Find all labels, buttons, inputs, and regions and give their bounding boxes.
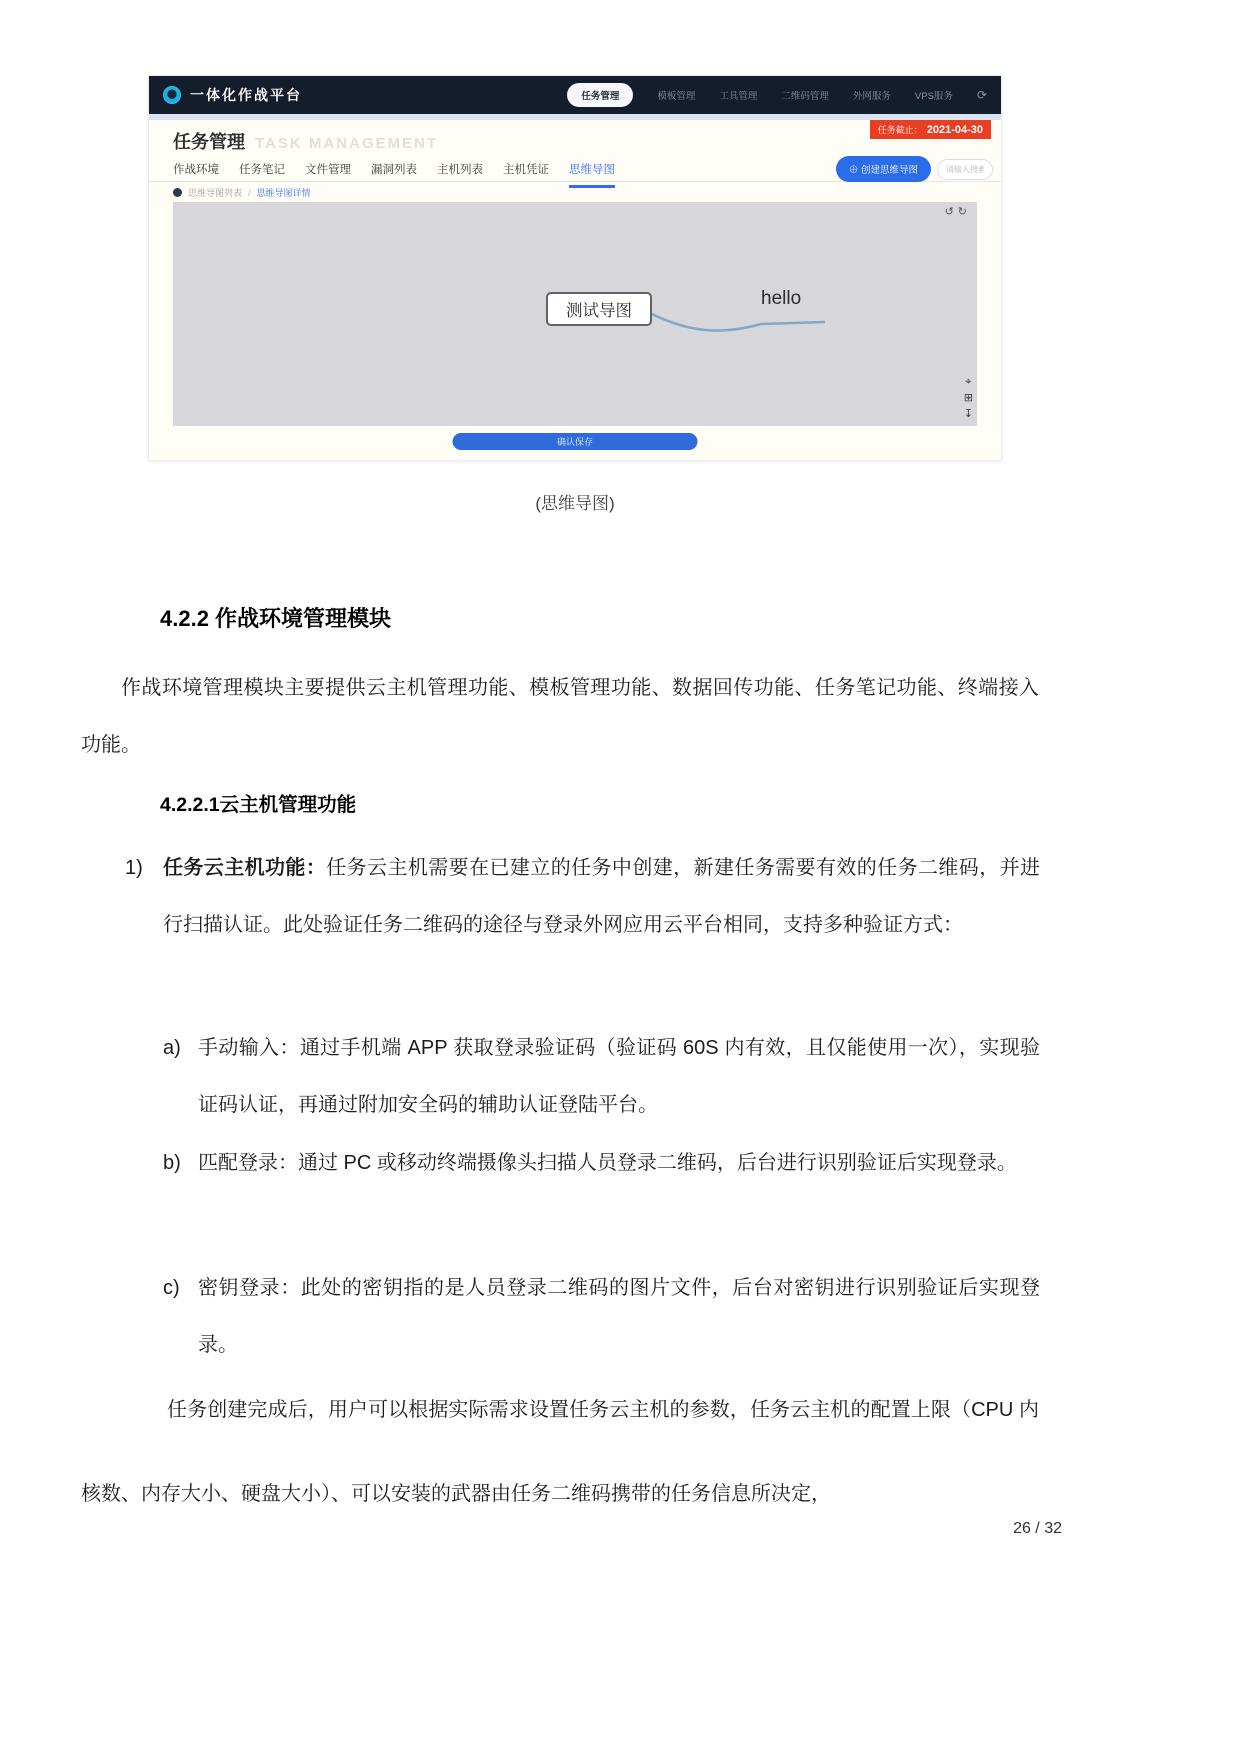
page-title: 任务管理: [173, 132, 245, 152]
nav-item-template-management[interactable]: 模板管理: [657, 91, 696, 102]
list-item-c-text: 密钥登录：此处的密钥指的是人员登录二维码的图片文件，后台对密钥进行识别验证后实现登录。: [198, 1277, 1040, 1356]
nav-item-task-management[interactable]: 任务管理: [567, 83, 633, 107]
mindmap-canvas[interactable]: [173, 202, 977, 426]
fit-view-icon[interactable]: ⊞: [963, 392, 973, 404]
breadcrumb-dot-icon: [173, 188, 182, 197]
search-input[interactable]: [937, 159, 993, 180]
confirm-save-button[interactable]: 确认保存: [453, 433, 698, 450]
main-nav-menu: [567, 83, 987, 107]
deadline-label: 任务截止：: [877, 125, 923, 135]
platform-title: 一体化作战平台: [190, 87, 302, 103]
breadcrumb-mindmap-list[interactable]: 思维导图列表: [188, 188, 243, 198]
mindmap-child-node[interactable]: hello: [761, 288, 802, 309]
list-item-1-label: 任务云主机功能：: [163, 857, 327, 879]
tab-file-management[interactable]: 文件管理: [305, 164, 351, 176]
tab-vulnerability-list[interactable]: 漏洞列表: [371, 164, 417, 176]
tab-mind-map[interactable]: 思维导图: [569, 161, 615, 188]
figure-caption: (思维导图): [535, 494, 615, 513]
locate-icon[interactable]: ⌖: [965, 376, 972, 388]
list-item-c: [163, 1260, 1040, 1374]
nav-item-tool-management[interactable]: 工具管理: [719, 91, 758, 102]
list-item-b: [163, 1135, 1040, 1192]
mindmap-root-node[interactable]: 测试导图: [546, 292, 652, 326]
download-icon[interactable]: ↧: [963, 408, 973, 420]
canvas-tool-stack: [964, 377, 973, 420]
tab-combat-environment[interactable]: 作战环境: [173, 164, 219, 176]
list-item-a: [163, 1020, 1040, 1134]
tab-task-notes[interactable]: 任务笔记: [239, 164, 285, 176]
nav-item-vps-service[interactable]: VPS服务: [914, 91, 953, 102]
tab-host-credentials[interactable]: 主机凭证: [503, 164, 549, 176]
closing-paragraph: 任务创建完成后，用户可以根据实际需求设置任务云主机的参数，任务云主机的配置上限（CPU 内核数、内存大小、硬盘大小）、可以安装的武器由任务二维码携带的任务信息所决定，: [81, 1399, 1039, 1505]
section-heading: 4.2.2 作战环境管理模块: [160, 606, 392, 631]
list-item-1: [125, 840, 1040, 954]
breadcrumb: [173, 186, 311, 199]
nav-item-extranet-service[interactable]: 外网服务: [852, 91, 891, 102]
deadline-date: 2021-04-30: [926, 123, 983, 136]
page-header: [173, 128, 438, 154]
list-item-1-text: 任务云主机需要在已建立的任务中创建，新建任务需要有效的任务二维码，并进行扫描认证。此处验证任务二维码的途径与登录外网应用云平台相同，支持多种验证方式：: [163, 857, 1041, 936]
refresh-icon[interactable]: ⟳: [976, 88, 987, 102]
redo-icon[interactable]: ↻: [957, 206, 971, 218]
page-number: 26 / 32: [1013, 1520, 1062, 1537]
list-item-a-marker: a): [163, 1037, 181, 1059]
list-item-b-marker: b): [163, 1152, 181, 1174]
task-deadline-badge: [870, 120, 991, 139]
top-navbar: [149, 76, 1001, 114]
platform-logo-icon: [163, 86, 181, 104]
list-item-c-marker: c): [163, 1277, 180, 1299]
undo-icon[interactable]: ↺: [944, 206, 958, 218]
breadcrumb-mindmap-detail: 思维导图详情: [256, 188, 311, 198]
breadcrumb-separator: /: [248, 187, 251, 198]
app-screenshot: [148, 75, 1002, 461]
list-item-a-text: 手动输入：通过手机端 APP 获取登录验证码（验证码 60S 内有效，且仅能使用一次），实现验证码认证，再通过附加安全码的辅助认证登陆平台。: [198, 1037, 1040, 1116]
subsection-heading: 4.2.2.1云主机管理功能: [160, 794, 357, 816]
nav-item-qrcode-management[interactable]: 二维码管理: [781, 91, 829, 102]
page-subtitle: TASK MANAGEMENT: [255, 135, 439, 152]
toolbar: [836, 156, 993, 182]
create-mindmap-button[interactable]: ⊕ 创建思维导图: [836, 156, 931, 182]
list-item-1-marker: 1): [125, 857, 143, 879]
tab-bar: [173, 161, 615, 188]
list-item-b-text: 匹配登录：通过 PC 或移动终端摄像头扫描人员登录二维码，后台进行识别验证后实现登录。: [198, 1152, 1017, 1174]
intro-paragraph: 作战环境管理模块主要提供云主机管理功能、模板管理功能、数据回传功能、任务笔记功能、终端接入功能。: [81, 677, 1039, 756]
tab-host-list[interactable]: 主机列表: [437, 164, 483, 176]
